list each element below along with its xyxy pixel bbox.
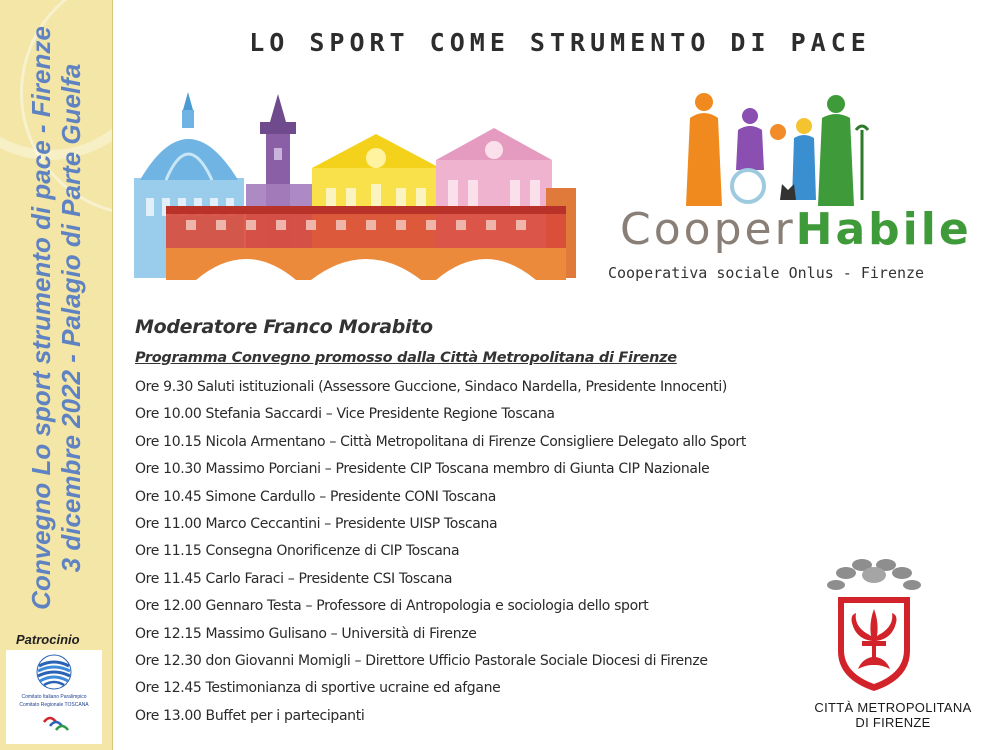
cooperhabile-subtitle: Cooperativa sociale Onlus - Firenze bbox=[608, 264, 925, 282]
florence-skyline-illustration bbox=[126, 88, 580, 284]
ponte-vecchio-icon bbox=[166, 206, 566, 280]
schedule-item: Ore 12.30 don Giovanni Momigli – Direttore Ufficio Pastorale Sociale Diocesi di Firenze bbox=[135, 652, 708, 669]
schedule-item: Ore 12.15 Massimo Gulisano – Università di Firenze bbox=[135, 625, 477, 642]
cip-logo-sub: Comitato Regionale TOSCANA bbox=[19, 702, 89, 708]
florence-lily-emblem-icon bbox=[826, 555, 922, 695]
schedule-item: Ore 11.15 Consegna Onorificenze di CIP Toscana bbox=[135, 543, 460, 560]
schedule-item: Ore 10.15 Nicola Armentano – Città Metropolitana di Firenze Consigliere Delegato allo Sport bbox=[135, 433, 746, 450]
schedule-item: Ore 12.00 Gennaro Testa – Professore di Antropologia e sociologia dello sport bbox=[135, 598, 649, 615]
schedule-item: Ore 10.30 Massimo Porciani – Presidente CIP Toscana membro di Giunta CIP Nazionale bbox=[135, 461, 710, 478]
schedule-item: Ore 13.00 Buffet per i partecipanti bbox=[135, 707, 365, 724]
event-title-line2: 3 dicembre 2022 - Palagio di Parte Guelfa bbox=[56, 63, 86, 573]
schedule-item: Ore 10.45 Simone Cardullo – Presidente CONI Toscana bbox=[135, 488, 496, 505]
cip-logo-name: Comitato Italiano Paralimpico bbox=[21, 694, 87, 700]
vertical-event-title bbox=[26, 8, 86, 628]
moderator-heading: Moderatore Franco Morabito bbox=[135, 316, 433, 338]
schedule-item: Ore 11.00 Marco Ceccantini – Presidente UISP Toscana bbox=[135, 515, 498, 532]
coop-name-part2: Habile bbox=[795, 204, 972, 255]
schedule-item: Ore 10.00 Stefania Saccardi – Vice Presidente Regione Toscana bbox=[135, 406, 555, 423]
cooperhabile-logo bbox=[620, 204, 972, 255]
programme-title: Programma Convegno promosso dalla Città Metropolitana di Firenze bbox=[135, 350, 677, 366]
event-title-line1: Convegno Lo sport strumento di pace - Firenze bbox=[26, 26, 56, 610]
coop-name-part1: Cooper bbox=[620, 204, 796, 255]
metro-name-line2: DI FIRENZE bbox=[855, 715, 931, 730]
metro-name-line1: CITTÀ METROPOLITANA bbox=[814, 700, 972, 715]
schedule-item: Ore 9.30 Saluti istituzionali (Assessore Guccione, Sindaco Nardella, Presidente Innocenti) bbox=[135, 379, 727, 395]
cooperhabile-figures-icon bbox=[676, 90, 876, 208]
cip-logo bbox=[6, 650, 102, 744]
schedule-item: Ore 12.45 Testimonianza di sportive ucraine ed afgane bbox=[135, 680, 501, 697]
patrocinio-label: Patrocinio bbox=[16, 632, 80, 647]
schedule-item: Ore 11.45 Carlo Faraci – Presidente CSI Toscana bbox=[135, 570, 453, 587]
schedule-list bbox=[135, 378, 746, 734]
metro-logo-name bbox=[808, 700, 978, 730]
page-title: LO SPORT COME STRUMENTO DI PACE bbox=[249, 28, 871, 57]
side-band bbox=[0, 0, 113, 750]
